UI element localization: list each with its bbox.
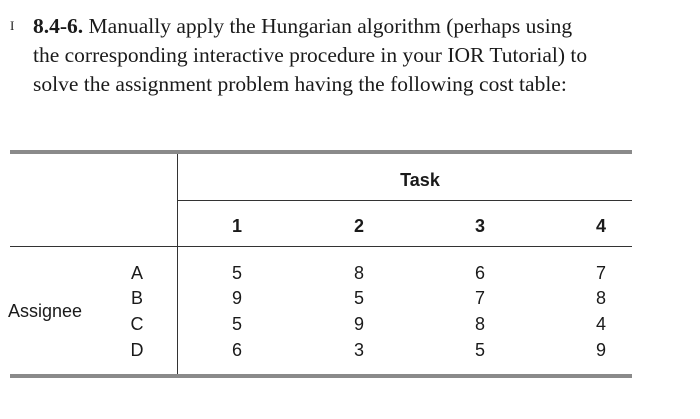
table-bottom-rule [10,374,632,378]
cost-cell-C-2: 9 [353,314,364,334]
task-column-group-label: Task [400,170,440,190]
header-body-divider [10,246,632,247]
cost-cell-A-3: 6 [474,263,485,283]
cost-cell-A-1: 5 [231,263,242,283]
row-label-B: B [130,288,143,308]
cost-cell-A-4: 7 [595,263,606,283]
cost-cell-D-2: 3 [353,340,364,360]
column-header-task-2: 2 [353,216,364,236]
task-header-divider [177,200,632,201]
column-header-task-4: 4 [595,216,606,236]
cost-cell-D-3: 5 [474,340,485,360]
cost-cell-D-1: 6 [231,340,242,360]
column-header-task-1: 1 [231,216,242,236]
cost-cell-B-3: 7 [474,288,485,308]
problem-marker: I [10,18,15,33]
column-header-task-3: 3 [474,216,485,236]
cost-cell-C-1: 5 [231,314,242,334]
cost-cell-B-1: 9 [231,288,242,308]
problem-line-3: solve the assignment problem having the following cost table: [33,72,567,96]
stub-divider [177,154,178,374]
cost-cell-C-3: 8 [474,314,485,334]
problem-text-1: Manually apply the Hungarian algorithm (perhaps using [88,14,573,38]
row-label-A: A [130,263,143,283]
assignee-row-group-label: Assignee [8,301,83,321]
problem-number: 8.4-6. [33,14,84,38]
cost-cell-B-2: 5 [353,288,364,308]
table-top-rule [10,150,632,154]
cost-cell-B-4: 8 [595,288,606,308]
row-label-D: D [130,340,144,360]
cost-cell-A-2: 8 [353,263,364,283]
cost-cell-C-4: 4 [595,314,606,334]
cost-cell-D-4: 9 [595,340,606,360]
row-label-C: C [130,314,144,334]
problem-line-2: the corresponding interactive procedure in your IOR Tutorial) to [33,43,588,67]
